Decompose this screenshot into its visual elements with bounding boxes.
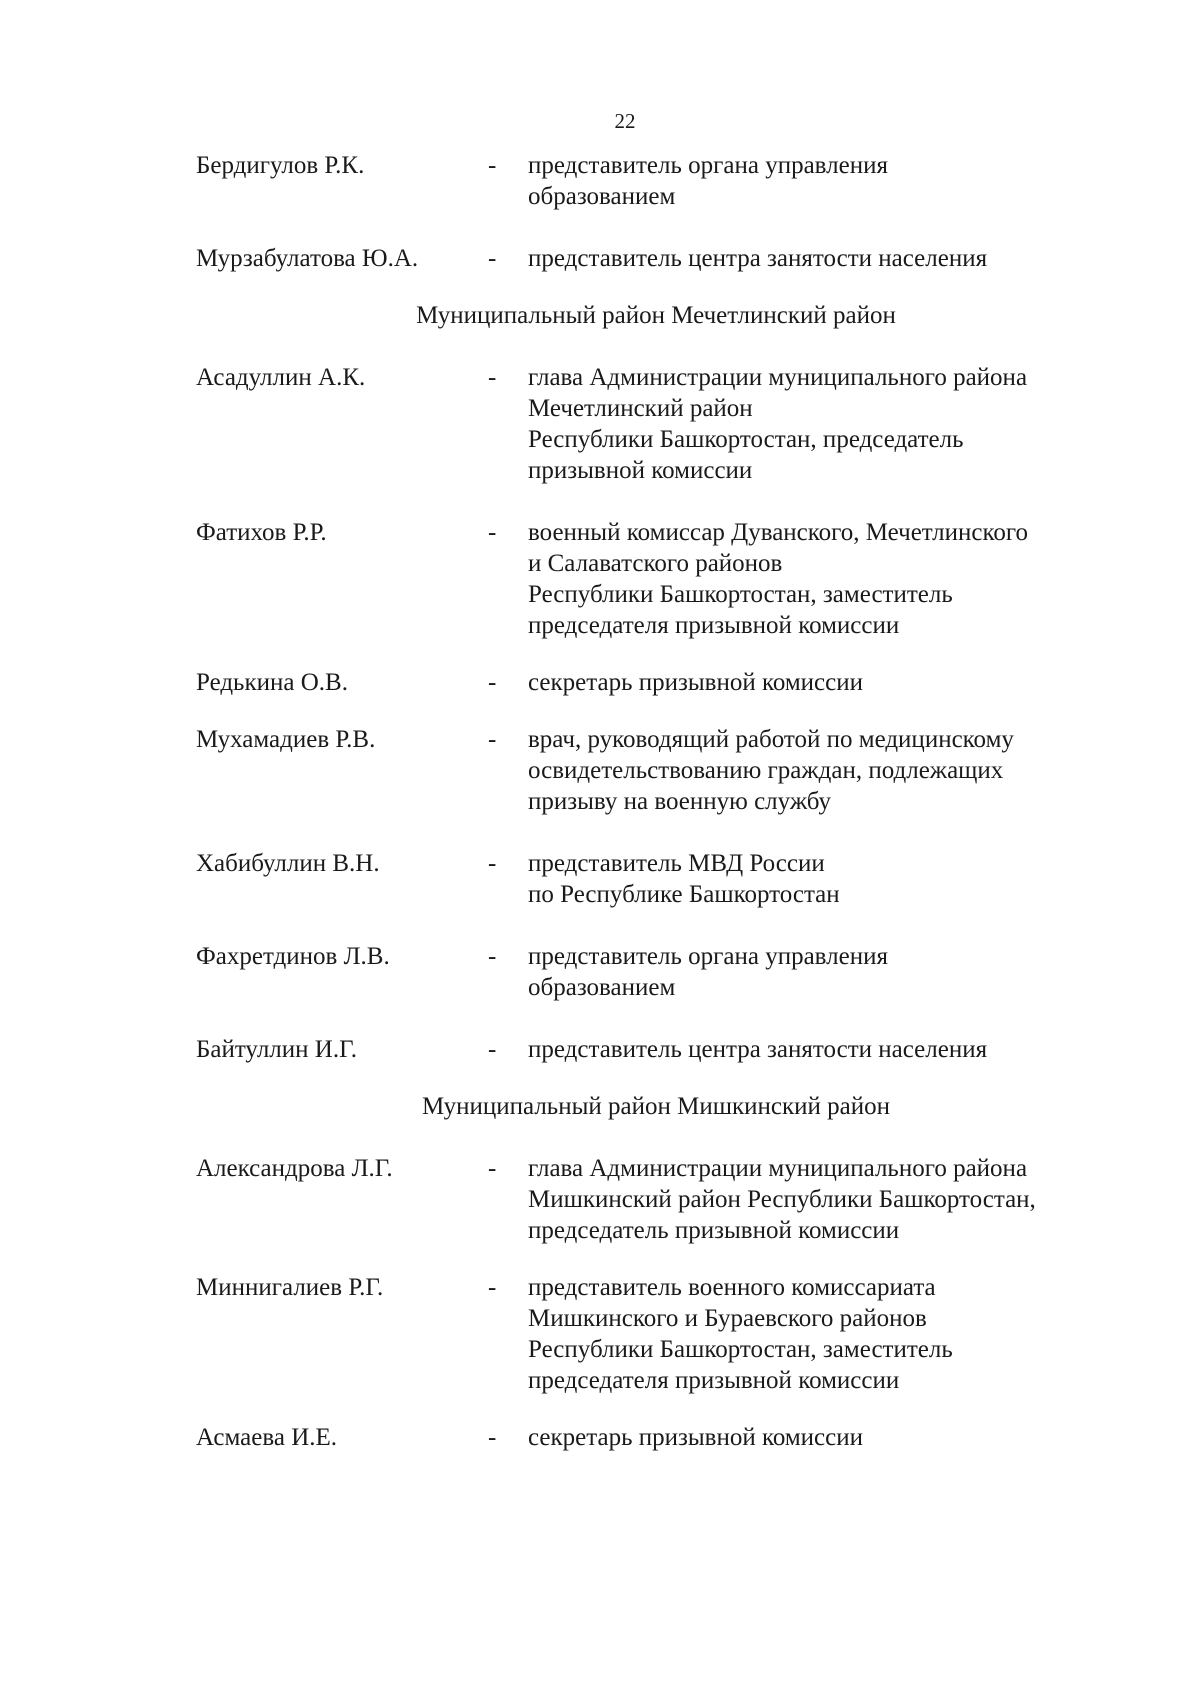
role-line: председателя призывной комиссии [528,612,900,639]
member-dash: - [488,519,497,546]
member-role [528,243,1126,274]
member-row [196,1153,1126,1246]
member-role [528,724,1126,817]
member-dash: - [488,1155,497,1182]
member-dash: - [488,1274,497,1301]
member-role [528,667,1126,698]
role-line: представитель органа управления [528,152,888,179]
role-line: представитель МВД России [528,850,825,877]
role-line: Республики Башкортостан, заместитель [528,581,953,608]
member-dash: - [488,669,497,696]
role-line: врач, руководящий работой по медицинскому [528,726,1014,753]
member-role [528,1153,1126,1246]
member-row [196,1422,1126,1453]
member-dash: - [488,1424,497,1451]
role-line: представитель центра занятости населения [528,1036,988,1063]
role-line: Мечетлинский район [528,395,753,422]
member-role [528,1034,1126,1065]
role-line: представитель органа управления [528,943,888,970]
member-role [528,517,1126,641]
role-line: по Республике Башкортостан [528,881,840,908]
role-line: Республики Башкортостан, председатель [528,426,964,453]
role-line: освидетельствованию граждан, подлежащих [528,757,1004,784]
member-role [528,150,1126,212]
member-dash: - [488,943,497,970]
member-name: Александрова Л.Г. [196,1155,393,1182]
member-row [196,941,1126,1003]
member-row [196,667,1126,698]
member-name: Мухамадиев Р.В. [196,726,376,753]
role-line: призывной комиссии [528,457,753,484]
section-title: Муниципальный район Мечетлинский район [416,302,896,329]
member-role [528,848,1126,910]
member-role [528,1272,1126,1396]
member-name: Хабибуллин В.Н. [196,850,380,877]
member-dash: - [488,1036,497,1063]
member-row [196,150,1126,212]
member-name: Миннигалиев Р.Г. [196,1274,384,1301]
member-name: Асмаева И.Е. [196,1424,338,1451]
page-number: 22 [614,109,636,133]
role-line: председатель призывной комиссии [528,1217,900,1244]
member-dash: - [488,726,497,753]
role-line: секретарь призывной комиссии [528,1424,864,1451]
role-line: и Салаватского районов [528,550,783,577]
member-dash: - [488,850,497,877]
member-name: Бердигулов Р.К. [196,152,365,179]
member-row [196,1272,1126,1396]
member-row [196,517,1126,641]
role-line: Республики Башкортостан, заместитель [528,1336,953,1363]
section-title: Муниципальный район Мишкинский район [422,1093,890,1120]
member-name: Фатихов Р.Р. [196,519,327,546]
member-dash: - [488,245,497,272]
member-role [528,1422,1126,1453]
member-dash: - [488,152,497,179]
role-line: образованием [528,183,676,210]
role-line: представитель военного комиссариата [528,1274,936,1301]
role-line: Мишкинский район Республики Башкортостан, [528,1186,1036,1213]
member-row [196,362,1126,486]
commission-list [196,150,1126,1453]
member-row [196,724,1126,817]
role-line: представитель центра занятости населения [528,245,988,272]
role-line: призыву на военную службу [528,788,832,815]
member-name: Редькина О.В. [196,669,348,696]
member-row [196,1034,1126,1065]
member-name: Асадуллин А.К. [196,364,366,391]
member-role [528,941,1126,1003]
member-row [196,243,1126,274]
member-dash: - [488,364,497,391]
role-line: председателя призывной комиссии [528,1367,900,1394]
member-name: Фахретдинов Л.В. [196,943,390,970]
role-line: образованием [528,974,676,1001]
role-line: военный комиссар Дуванского, Мечетлинского [528,519,1028,546]
role-line: Мишкинского и Бураевского районов [528,1305,927,1332]
role-line: секретарь призывной комиссии [528,669,864,696]
member-role [528,362,1126,486]
member-row [196,848,1126,910]
member-name: Байтуллин И.Г. [196,1036,357,1063]
role-line: глава Администрации муниципального района [528,1155,1028,1182]
member-name: Мурзабулатова Ю.А. [196,245,419,272]
role-line: глава Администрации муниципального района [528,364,1028,391]
